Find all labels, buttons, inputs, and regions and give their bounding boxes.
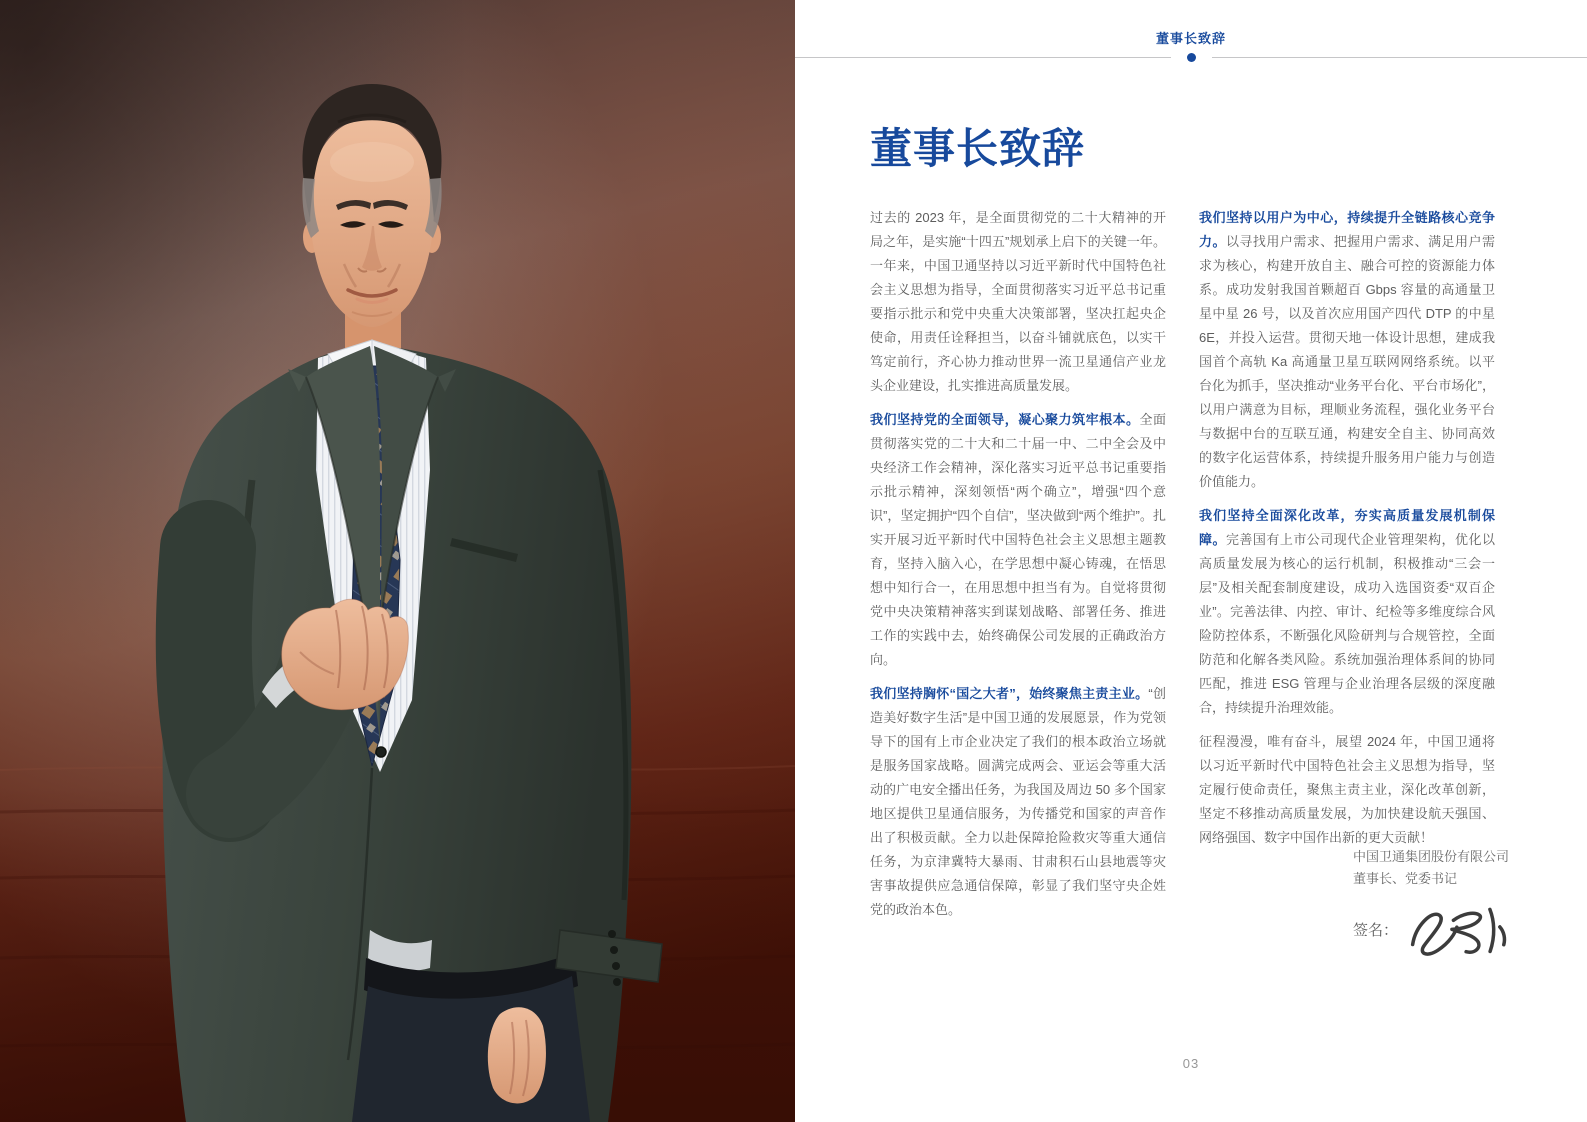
page-title: 董事长致辞 — [870, 125, 1086, 172]
paragraph — [1199, 730, 1495, 850]
signature-label: 签名： — [1353, 922, 1399, 939]
header-rule — [795, 53, 1587, 62]
signature-block — [1353, 846, 1563, 960]
company-name: 中国卫通集团股份有限公司 — [1353, 849, 1510, 864]
page-chairman-address — [795, 0, 1587, 1122]
handwritten-signature — [1406, 902, 1514, 960]
jacket-button — [376, 747, 386, 757]
paragraph-lead: 我们坚持全面深化改革，夯实高质量发展机制保障。 — [1199, 508, 1495, 547]
text-column-left — [870, 206, 1166, 932]
header-rule-left — [795, 57, 1171, 58]
signer-role: 董事长、党委书记 — [1353, 871, 1458, 886]
paragraph-text: 过去的 2023 年，是全面贯彻党的二十大精神的开局之年，是实施“十四五”规划承上启下的关键一年。一年来，中国卫通坚持以习近平新时代中国特色社会主义思想为指导，全面贯彻落实习近平总书记重要指示批示和党中央重大决策部署，坚决扛起央企使命，用责任诠释担当，以奋斗铺就底色，以实干笃定前行，齐心协力推动世界一流卫星通信产业龙头企业建设，扎实推进高质量发展。 — [870, 210, 1166, 393]
paragraph-lead: 我们坚持党的全面领导，凝心聚力筑牢根本。 — [870, 412, 1140, 427]
paragraph — [870, 682, 1166, 922]
signature-row — [1353, 902, 1563, 960]
page-number: 03 — [1182, 1056, 1200, 1071]
paragraph-text: 以寻找用户需求、把握用户需求、满足用户需求为核心，构建开放自主、融合可控的资源能力体系。成功发射我国首颗超百 Gbps 容量的高通量卫星中星 26 号，以及首次应用国产四代 DTP 的中星 6E，并投入运营。贯彻天地一体设计思想，建成我国首个高轨 Ka 高通量卫星互联网网络系统。以平台化为抓手，坚决推动“业务平台化、平台市场化”，以用户满意为目标，理顺业务流程，强化业务平台与数据中台的互联互通，构建安全自主、协同高效的数字化运营体系，持续提升服务用户能力与创造价值能力。 — [1199, 234, 1495, 489]
paragraph — [1199, 504, 1495, 720]
paragraph — [1199, 206, 1495, 494]
paragraph-text: 全面贯彻落实党的二十大和二十届一中、二中全会及中央经济工作会精神，深化落实习近平总书记重要指示批示精神，深刻领悟“两个确立”，增强“四个意识”，坚定拥护“四个自信”，坚决做到“两个维护”。扎实开展习近平新时代中国特色社会主义思想主题教育，坚持入脑入心，在学思想中凝心铸魂，在悟思想中知行合一，在用思想中担当有为。自觉将贯彻党中央决策精神落实到谋划战略、部署任务、推进工作的实践中去，始终确保公司发展的正确政治方向。 — [870, 412, 1166, 667]
paragraph-text: “创造美好数字生活”是中国卫通的发展愿景，作为党领导下的国有上市企业决定了我们的根本政治立场就是服务国家战略。圆满完成两会、亚运会等重大活动的广电安全播出任务，为我国及周边 50 多个国家地区提供卫星通信服务，为传播党和国家的声音作出了积极贡献。全力以赴保障抢险救灾等重大通信任务，为京津冀特大暴雨、甘肃积石山县地震等灾害事故提供应急通信保障，彰显了我们坚守央企姓党的政治本色。 — [870, 686, 1166, 917]
paragraph-text: 征程漫漫，唯有奋斗，展望 2024 年，中国卫通将以习近平新时代中国特色社会主义思想为指导，坚定履行使命责任，聚焦主责主业，深化改革创新，坚定不移推动高质量发展，为加快建设航天强国、网络强国、数字中国作出新的更大贡献！ — [1199, 734, 1495, 845]
hand-at-chest — [282, 599, 409, 710]
paragraph-text: 完善国有上市公司现代企业管理架构，优化以高质量发展为核心的运行机制，积极推动“三会一层”及相关配套制度建设，成功入选国资委“双百企业”。完善法律、内控、审计、纪检等多维度综合风险防控体系，不断强化风险研判与合规管控，全面防范和化解各类风险。系统加强治理体系间的协同匹配，推进 ESG 管理与企业治理各层级的深度融合，持续提升治理效能。 — [1199, 532, 1495, 715]
paragraph-lead: 我们坚持以用户为中心，持续提升全链路核心竞争力。 — [1199, 210, 1495, 249]
body-columns — [870, 206, 1495, 932]
paragraph — [870, 408, 1166, 672]
header-dot-icon — [1187, 53, 1196, 62]
running-head: 董事长致辞 — [1155, 31, 1226, 46]
text-column-right — [1199, 206, 1495, 932]
header-rule-right — [1212, 57, 1587, 58]
paragraph-lead: 我们坚持胸怀“国之大者”，始终聚焦主责主业。 — [870, 686, 1149, 701]
paragraph — [870, 206, 1166, 398]
hanging-hand — [488, 1007, 546, 1103]
